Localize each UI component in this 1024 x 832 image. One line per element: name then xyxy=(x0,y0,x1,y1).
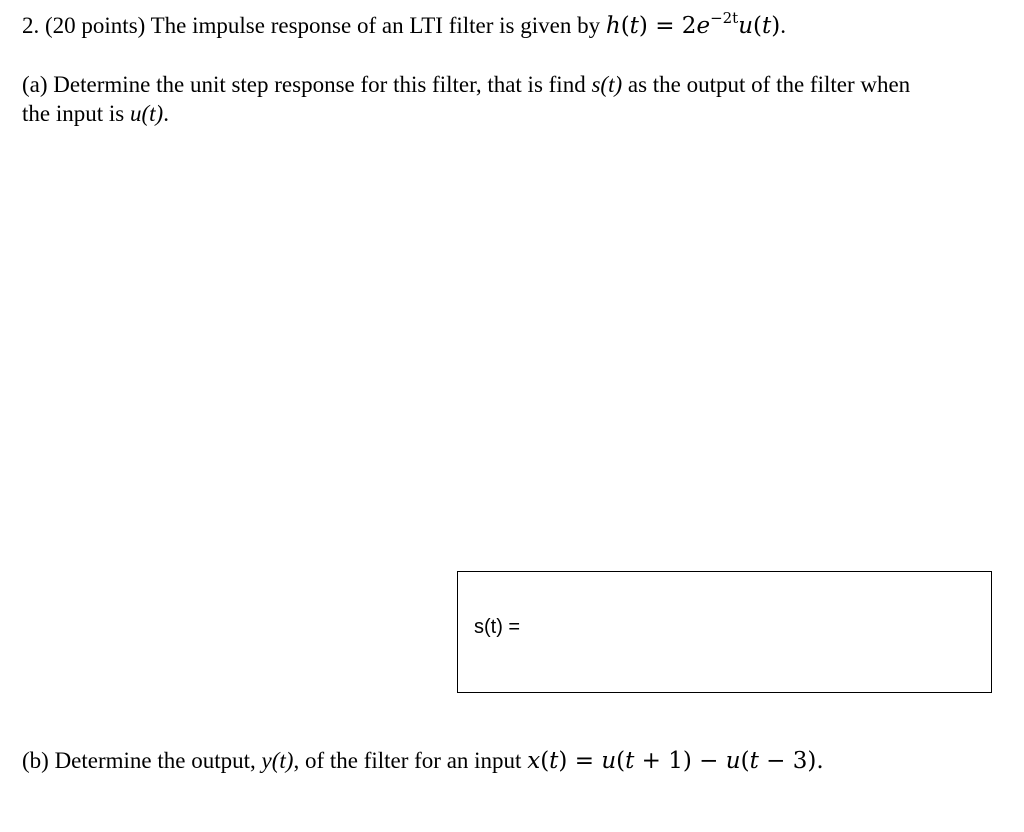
part-a-middle: as the output of the filter when xyxy=(622,72,911,97)
eq-u-open: ( xyxy=(753,13,763,39)
eq-x-var: t xyxy=(549,748,559,774)
eq-x: x xyxy=(527,748,541,774)
eq-h-var: t xyxy=(629,13,639,39)
eq-u1-var: t xyxy=(625,748,635,774)
eq-u-close: ) xyxy=(771,13,781,39)
eq-x-open: ( xyxy=(540,748,550,774)
eq-e: e xyxy=(696,13,711,39)
part-a-prefix: (a) Determine the unit step response for this filter, that is find xyxy=(22,72,592,97)
eq-u2-open: ( xyxy=(740,748,750,774)
eq-h-open: ( xyxy=(620,13,630,39)
part-b-prefix: (b) Determine the output, xyxy=(22,748,262,773)
eq-exponent: −2t xyxy=(710,9,739,27)
eq-u1: u xyxy=(601,748,617,774)
part-a-line-1 xyxy=(22,70,910,100)
eq-u2-var: t xyxy=(749,748,759,774)
eq-h: h xyxy=(605,13,621,39)
eq-u2: u xyxy=(725,748,741,774)
eq-u-var: t xyxy=(762,13,772,39)
impulse-response-equation xyxy=(605,9,781,39)
input-equation xyxy=(527,748,823,774)
part-b-line xyxy=(22,746,824,776)
eq-u: u xyxy=(738,13,754,39)
part-a-line2-end: . xyxy=(163,101,169,126)
eq-x-close: ) xyxy=(558,748,568,774)
part-b-middle: , of the filter for an input xyxy=(293,748,528,773)
eq-u1-open: ( xyxy=(616,748,626,774)
eq-b-equals: = xyxy=(567,748,602,774)
eq-u1-rest: + 1) − xyxy=(634,748,726,774)
part-b-y-of-t: y(t) xyxy=(261,748,294,773)
answer-box[interactable] xyxy=(457,571,992,693)
part-a-u-of-t: u(t) xyxy=(129,101,164,126)
part-a-line-2 xyxy=(22,99,169,129)
part-a-s-of-t: s(t) xyxy=(591,72,623,97)
problem-header xyxy=(22,11,786,41)
answer-label: s(t) = xyxy=(474,616,521,638)
eq-period: . xyxy=(780,13,786,38)
eq-u2-rest: − 3). xyxy=(758,748,824,774)
problem-header-text: 2. (20 points) The impulse response of an LTI filter is given by xyxy=(22,13,606,38)
part-a-line2-prefix: the input is xyxy=(22,101,130,126)
eq-h-close: ) xyxy=(638,13,648,39)
eq-equals-two: = 2 xyxy=(647,13,697,39)
